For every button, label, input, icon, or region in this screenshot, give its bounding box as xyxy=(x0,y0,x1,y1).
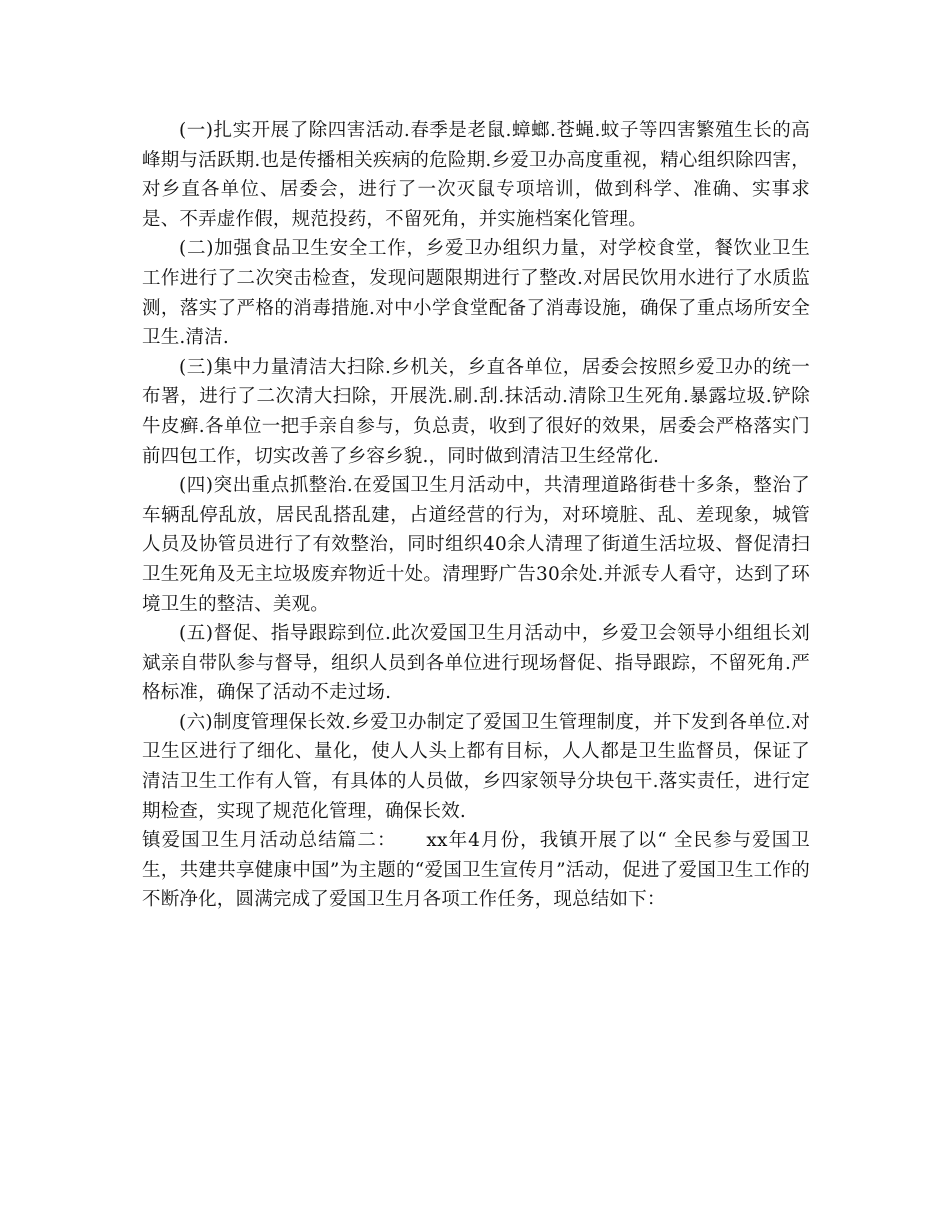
document-body xyxy=(142,116,810,915)
paragraph-3: (三)集中力量清洁大扫除.乡机关，乡直各单位，居委会按照乡爱卫办的统一布署，进行了二次清大扫除，开展洗.刷.刮.抹活动.清除卫生死角.暴露垃圾.铲除牛皮癣.各单位一把手亲自参与，负总责，收到了很好的效果，居委会严格落实门前四包工作，切实改善了乡容乡貌.，同时做到清洁卫生经常化. xyxy=(142,356,810,467)
paragraph-2: (二)加强食品卫生安全工作，乡爱卫办组织力量，对学校食堂，餐饮业卫生工作进行了二次突击检查，发现问题限期进行了整改.对居民饮用水进行了水质监测，落实了严格的消毒措施.对中小学食堂配备了消毒设施，确保了重点场所安全卫生.清洁. xyxy=(142,238,810,349)
paragraph-1: (一)扎实开展了除四害活动.春季是老鼠.蟑螂.苍蝇.蚊子等四害繁殖生长的高峰期与活跃期.也是传播相关疾病的危险期.乡爱卫办高度重视，精心组织除四害，对乡直各单位、居委会，进行了一次灭鼠专项培训，做到科学、准确、实事求是、不弄虚作假，规范投药，不留死角，并实施档案化管理。 xyxy=(142,120,810,230)
paragraph-4: (四)突出重点抓整治.在爱国卫生月活动中，共清理道路街巷十多条，整治了车辆乱停乱放，居民乱搭乱建，占道经营的行为，对环境脏、乱、差现象，城管人员及协管员进行了有效整治，同时组织40余人清理了街道生活垃圾、督促清扫卫生死角及无主垃圾废弃物近十处。清理野广告30余处.并派专人看守，达到了环境卫生的整洁、美观。 xyxy=(142,475,810,615)
paragraph-5: (五)督促、指导跟踪到位.此次爱国卫生月活动中，乡爱卫会领导小组组长刘斌亲自带队参与督导，组织人员到各单位进行现场督促、指导跟踪，不留死角.严格标准，确保了活动不走过场. xyxy=(142,623,810,704)
paragraph-6: (六)制度管理保长效.乡爱卫办制定了爱国卫生管理制度，并下发到各单位.对卫生区进行了细化、量化，使人人头上都有目标，人人都是卫生监督员，保证了清洁卫生工作有人管，有具体的人员做，乡四家领导分块包干.落实责任，进行定期检查，实现了规范化管理，确保长效. xyxy=(142,711,810,822)
section-2-intro: 镇爱国卫生月活动总结篇二： xx年4月份，我镇开展了以“ 全民参与爱国卫生，共建共享健康中国”为主题的“爱国卫生宣传月”活动，促进了爱国卫生工作的不断净化，圆满完成了爱国卫生月各项工作任务，现总结如下： xyxy=(142,830,810,911)
